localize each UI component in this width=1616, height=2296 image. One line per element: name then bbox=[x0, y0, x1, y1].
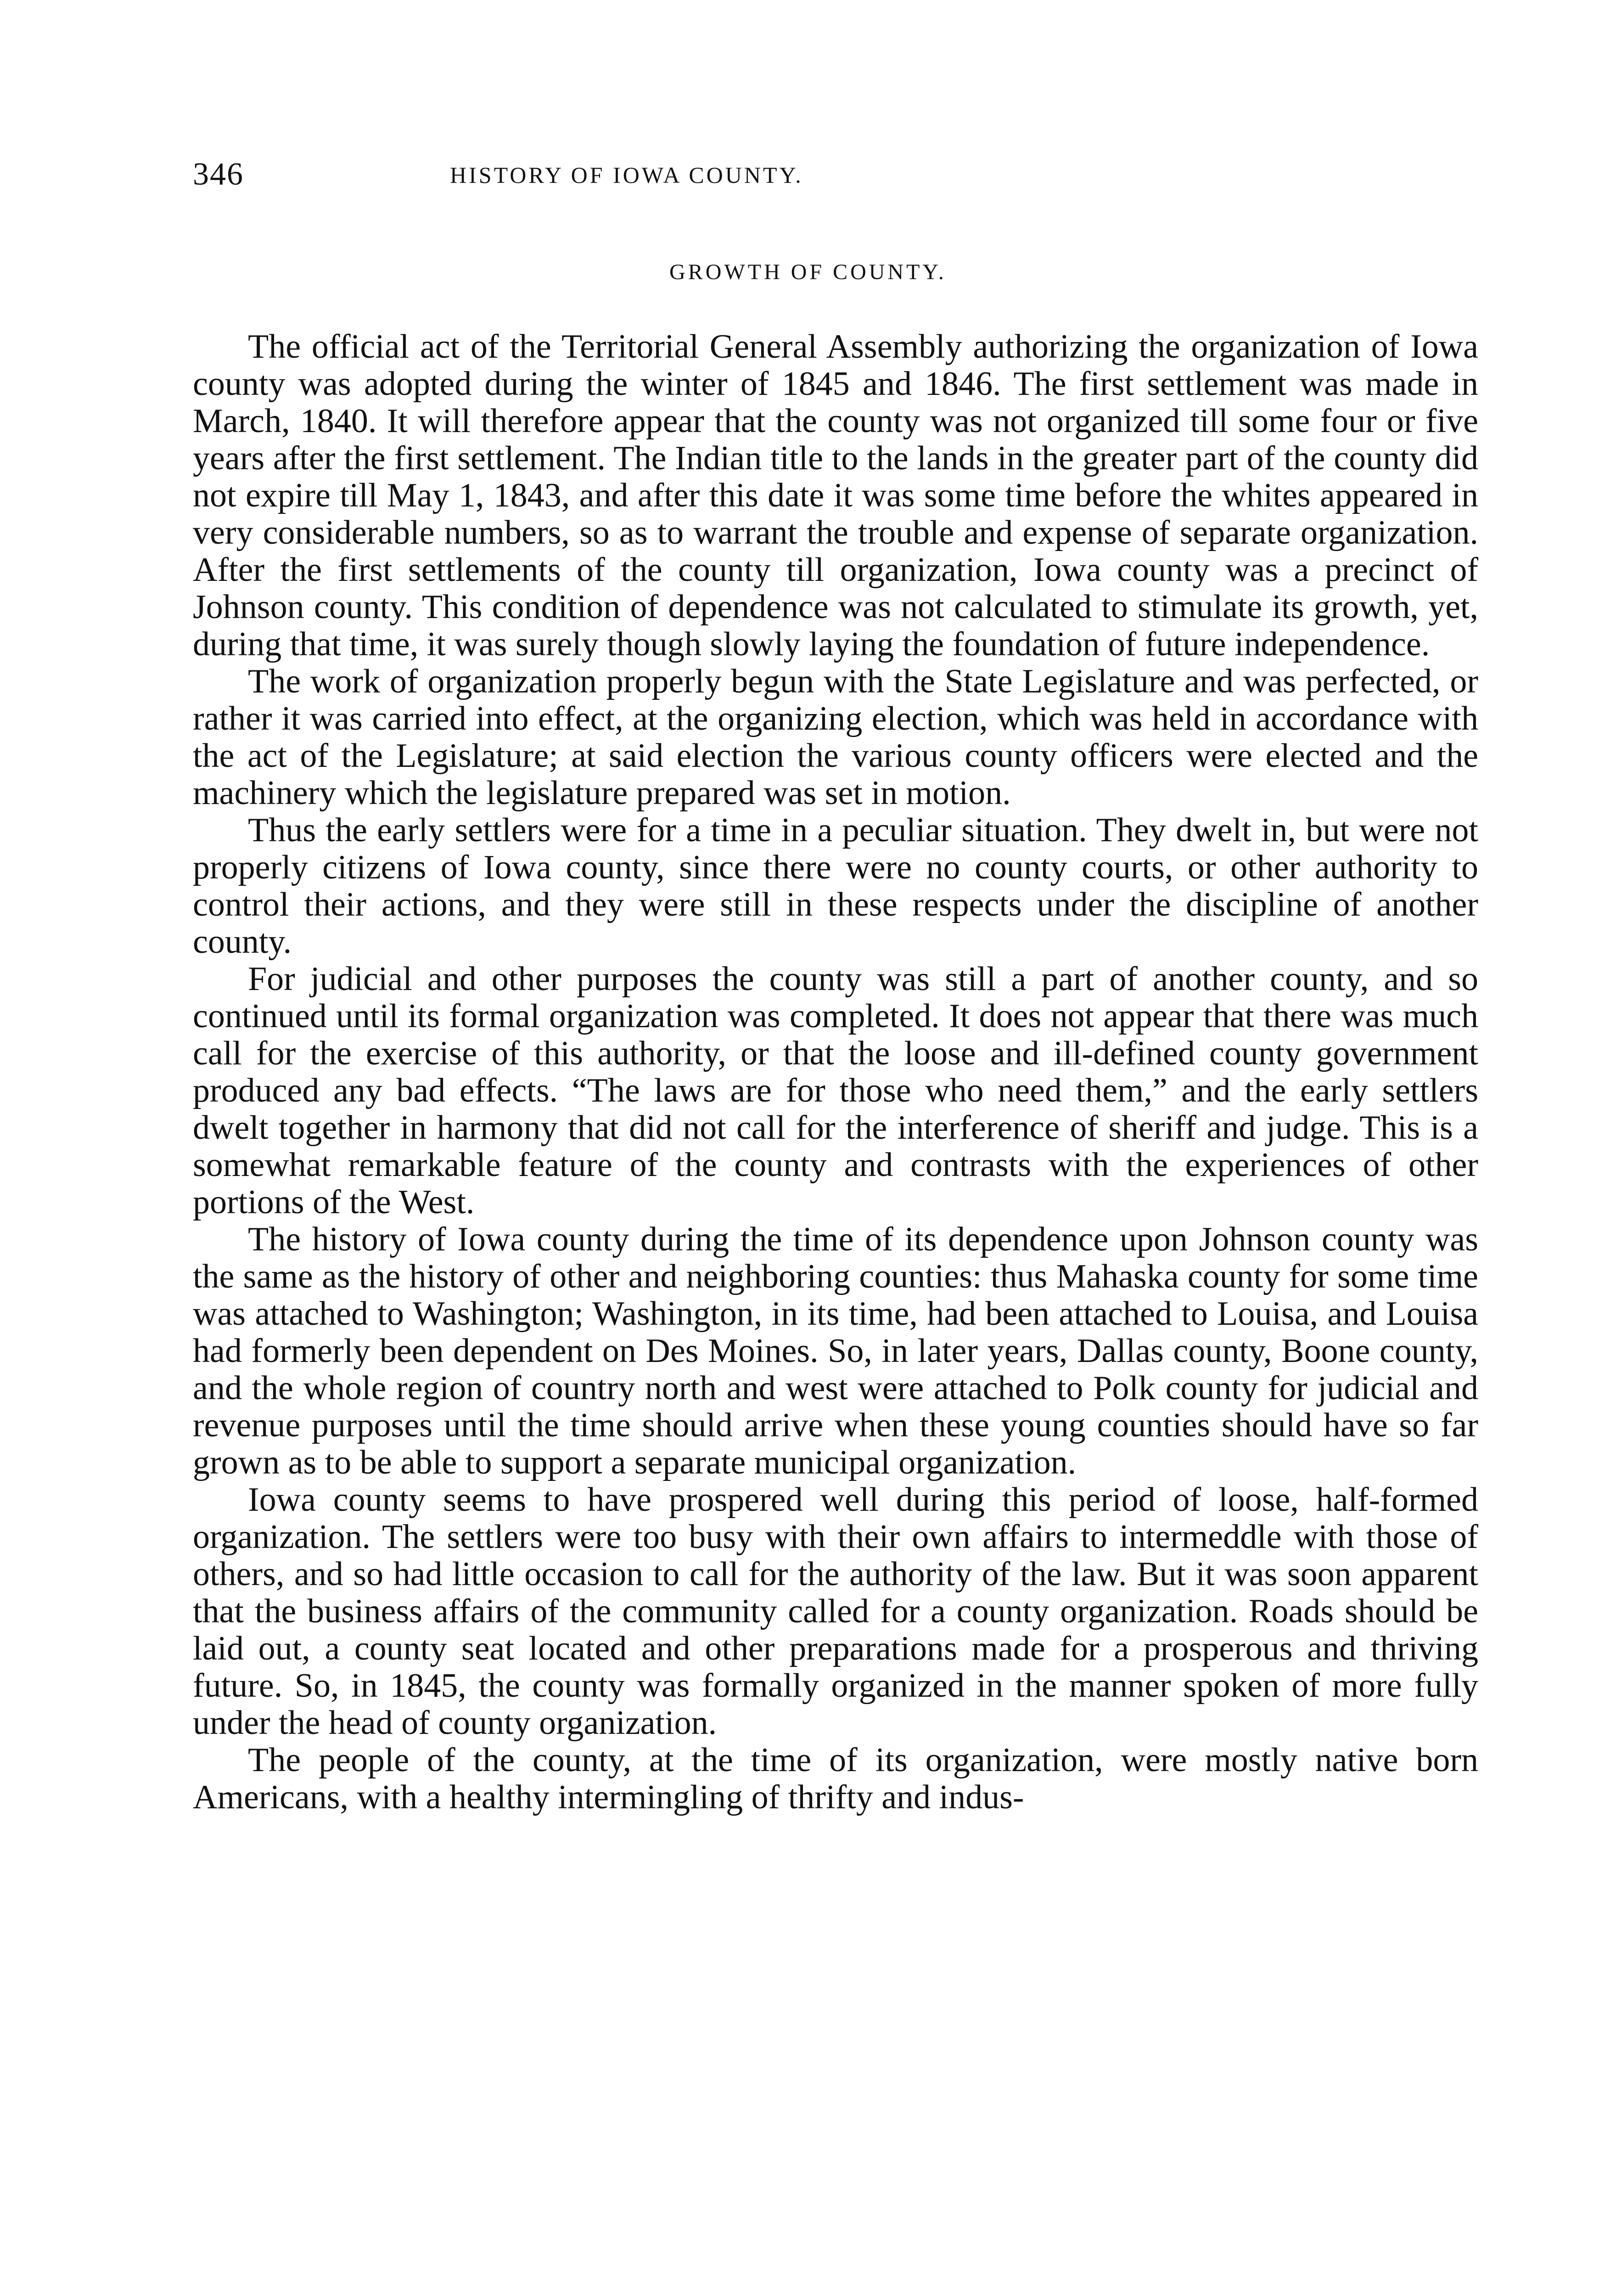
running-head: HISTORY OF IOWA COUNTY. bbox=[450, 162, 803, 188]
paragraph-6: Iowa county seems to have prospered well during this period of loose, half-formed organization. The settlers were too busy with their own affairs to intermeddle with those of others, and so had little occasion to call for the authority of the law. But it was soon apparent that the business affairs of the community called for a county organization. Roads should be laid out, a county seat located and other preparations made for a prosperous and thriving future. So, in 1845, the county was formally organized in the manner spoken of more fully under the head of county organization. bbox=[193, 1481, 1478, 1742]
page-header bbox=[193, 156, 1478, 211]
body-text bbox=[193, 328, 1478, 1816]
paragraph-1: The official act of the Territorial General Assembly authorizing the organization of Iowa county was adopted during the winter of 1845 and 1846. The first settlement was made in March, 1840. It will therefore appear that the county was not organized till some four or five years after the first settlement. The Indian title to the lands in the greater part of the county did not expire till May 1, 1843, and after this date it was some time before the whites appeared in very considerable numbers, so as to warrant the trouble and expense of separate organization. After the first settlements of the county till organization, Iowa county was a precinct of Johnson county. This condition of dependence was not calculated to stimulate its growth, yet, during that time, it was surely though slowly laying the foundation of future independence. bbox=[193, 328, 1478, 663]
paragraph-3: Thus the early settlers were for a time in a peculiar situation. They dwelt in, but were not properly citizens of Iowa county, since there were no county courts, or other authority to control their actions, and they were still in these respects under the discipline of another county. bbox=[193, 811, 1478, 961]
paragraph-2: The work of organization properly begun with the State Legislature and was perfected, or rather it was carried into effect, at the organizing election, which was held in accordance with the act of the Legislature; at said election the various county officers were elected and the machinery which the legislature prepared was set in motion. bbox=[193, 663, 1478, 812]
page-number: 346 bbox=[193, 157, 244, 192]
section-title: GROWTH OF COUNTY. bbox=[669, 260, 947, 284]
paragraph-7: The people of the county, at the time of its organization, were mostly native born Americans, with a healthy intermingling of thrifty and indus- bbox=[193, 1741, 1478, 1816]
paragraph-5: The history of Iowa county during the time of its dependence upon Johnson county was the same as the history of other and neighboring counties: thus Mahaska county for some time was attached to Washington; Washington, in its time, had been attached to Louisa, and Louisa had formerly been dependent on Des Moines. So, in later years, Dallas county, Boone county, and the whole region of country north and west were attached to Polk county for judicial and revenue purposes until the time should arrive when these young counties should have so far grown as to be able to support a separate municipal organization. bbox=[193, 1221, 1478, 1481]
paragraph-4: For judicial and other purposes the county was still a part of another county, and so continued until its formal organization was completed. It does not appear that there was much call for the exercise of this authority, or that the loose and ill-defined county government produced any bad effects. “The laws are for those who need them,” and the early settlers dwelt together in harmony that did not call for the interference of sheriff and judge. This is a somewhat remarkable feature of the county and contrasts with the experiences of other portions of the West. bbox=[193, 960, 1478, 1221]
